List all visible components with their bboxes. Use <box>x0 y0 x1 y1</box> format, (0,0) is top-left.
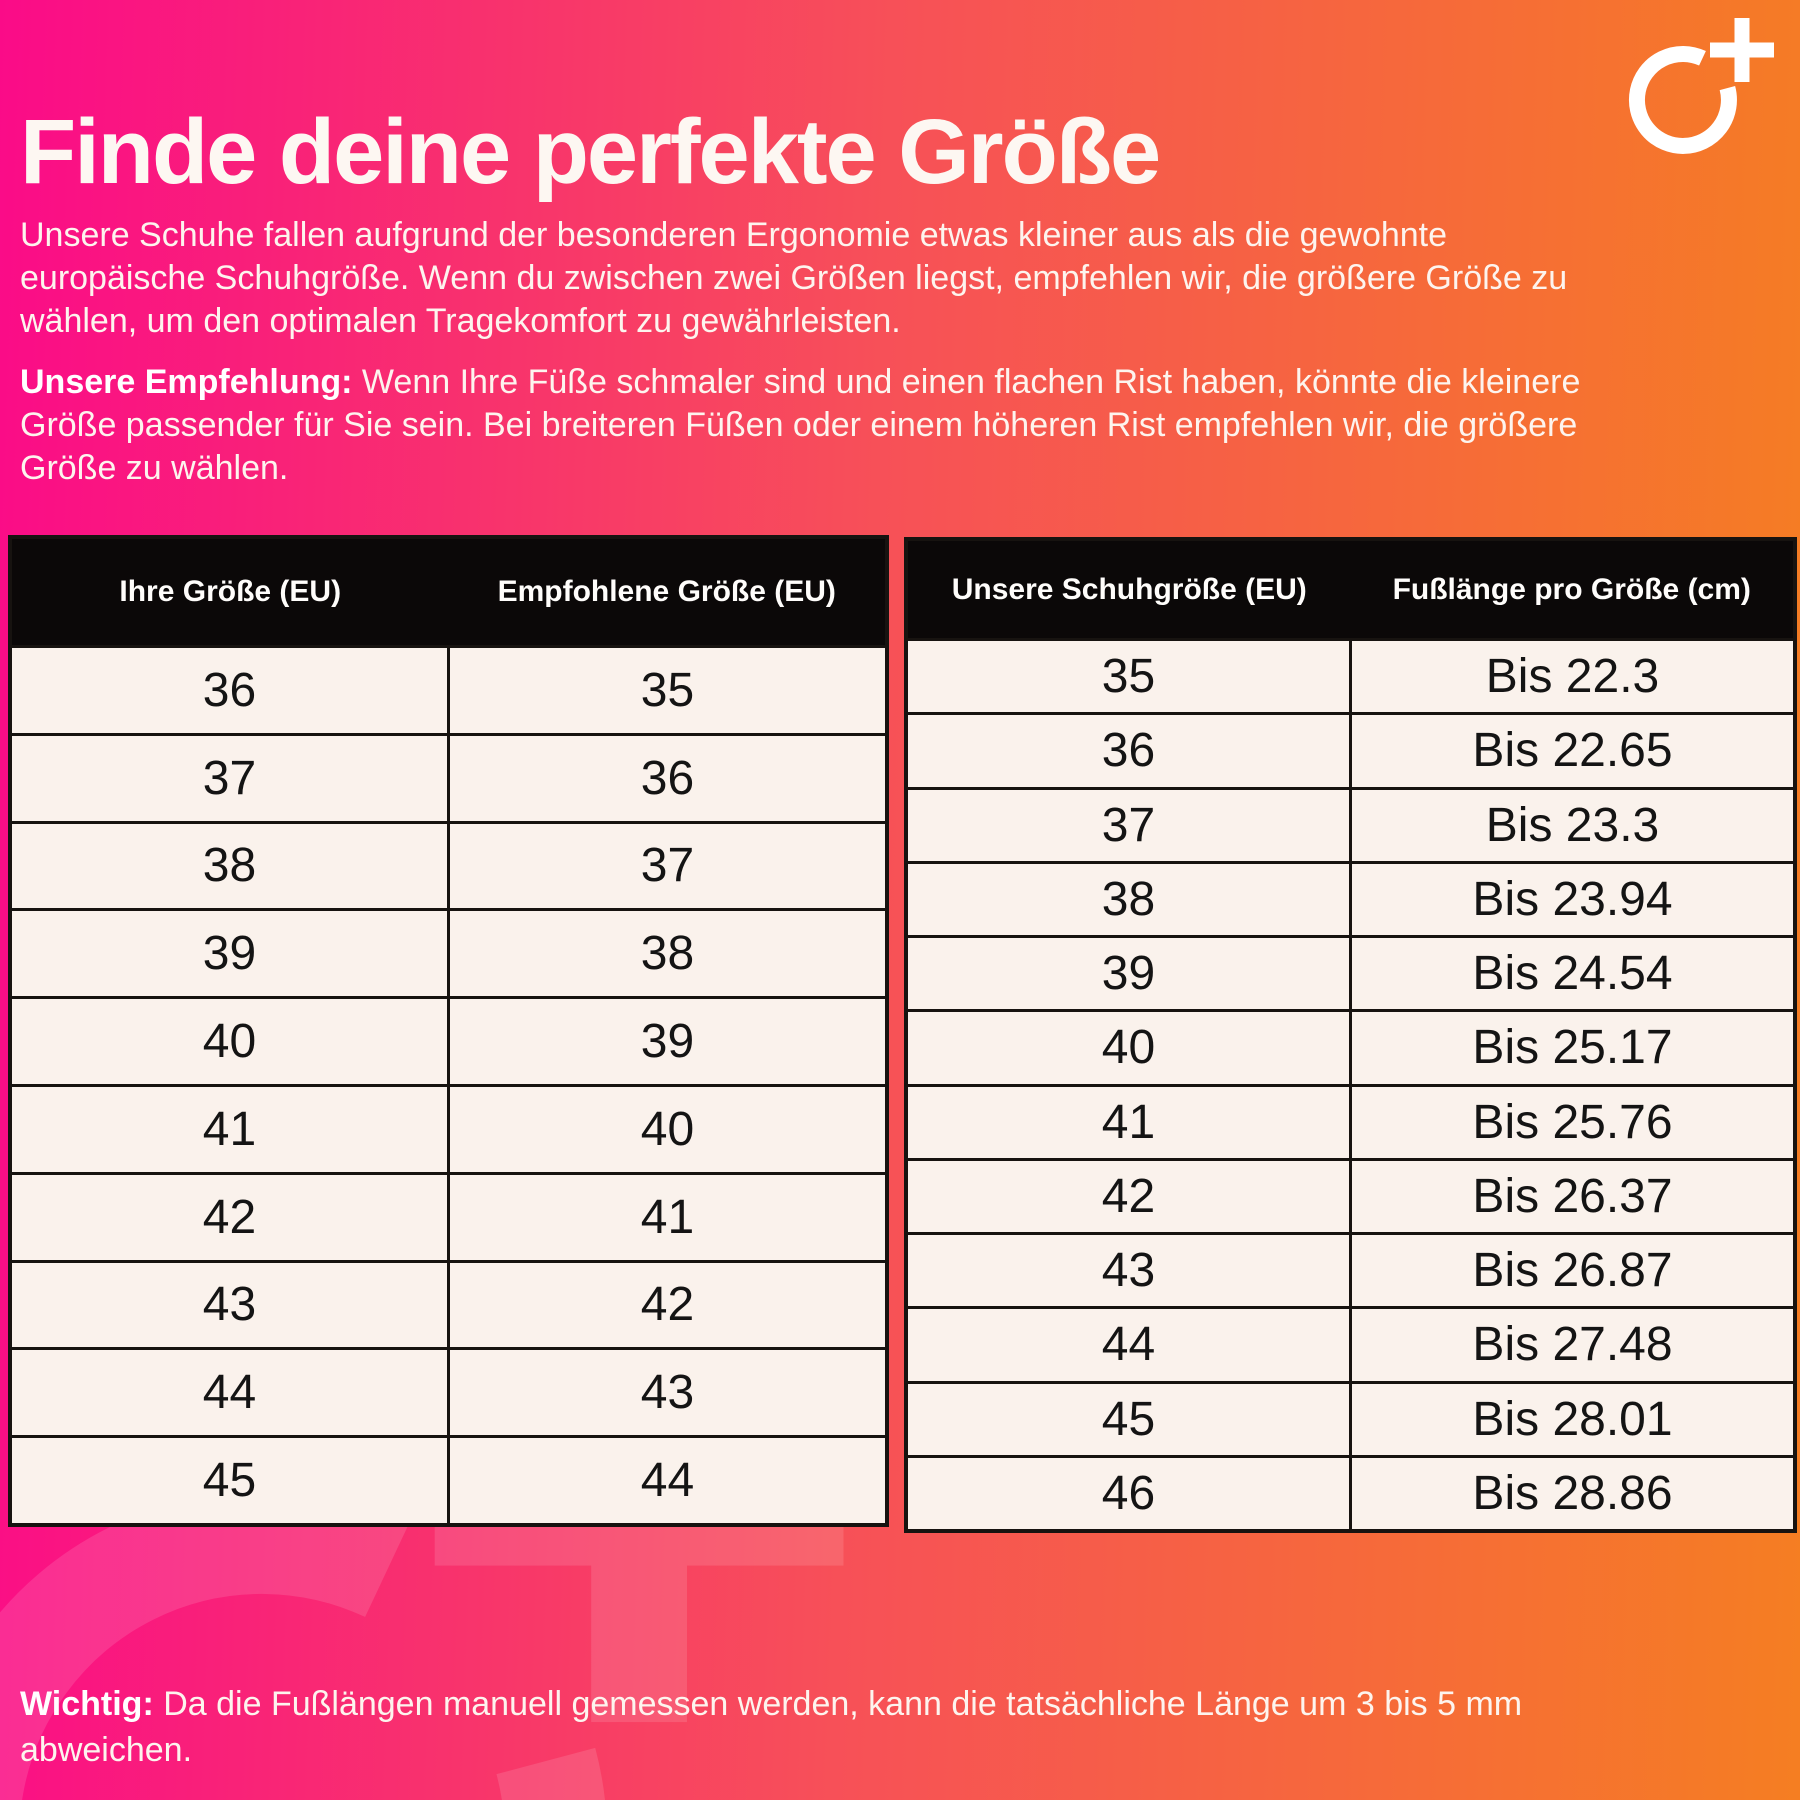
page-title: Finde deine perfekte Größe <box>20 100 1160 203</box>
table-header-cell-our-size: Unsere Schuhgröße (EU) <box>951 572 1307 606</box>
table-row <box>12 1260 885 1348</box>
table-cell: 41 <box>1101 1095 1156 1149</box>
table-row <box>12 1435 885 1523</box>
foot-length-table <box>904 537 1797 1533</box>
table-cell: 43 <box>447 1350 885 1435</box>
table-row <box>908 1232 1793 1306</box>
table-cell: Bis 26.87 <box>1349 1235 1793 1306</box>
table-cell: Bis 24.54 <box>1349 938 1793 1009</box>
recommendation-label: Unsere Empfehlung: <box>20 363 353 401</box>
table-cell: 42 <box>1101 1169 1156 1223</box>
table-cell: Bis 25.17 <box>1349 1012 1793 1083</box>
table-body <box>12 645 885 1523</box>
table-header-cell-recommended-size: Empfohlene Größe (EU) <box>497 575 836 608</box>
table-cell: Bis 28.01 <box>1349 1384 1793 1455</box>
table-row <box>908 861 1793 935</box>
table-cell: 44 <box>447 1438 885 1523</box>
table-cell: 43 <box>1101 1244 1156 1298</box>
table-cell: 45 <box>202 1454 257 1508</box>
table-cell: 41 <box>202 1102 257 1156</box>
table-cell: Bis 28.86 <box>1349 1458 1793 1529</box>
table-cell: 35 <box>1101 650 1156 704</box>
table-row <box>12 645 885 733</box>
table-header-row <box>908 541 1793 638</box>
table-row <box>908 712 1793 786</box>
table-cell: 37 <box>1101 798 1156 852</box>
table-row <box>12 821 885 909</box>
table-cell: Bis 27.48 <box>1349 1309 1793 1380</box>
table-cell: Bis 23.94 <box>1349 864 1793 935</box>
table-row <box>12 908 885 996</box>
table-header-cell-your-size: Ihre Größe (EU) <box>119 575 342 608</box>
table-row <box>12 733 885 821</box>
table-cell: 39 <box>1101 947 1156 1001</box>
table-cell: Bis 25.76 <box>1349 1087 1793 1158</box>
table-header-cell-foot-length: Fußlänge pro Größe (cm) <box>1392 572 1751 606</box>
table-cell: 39 <box>202 927 257 981</box>
table-cell: 44 <box>202 1366 257 1420</box>
table-cell: Bis 22.3 <box>1349 641 1793 712</box>
circle-plus-logo-icon <box>1600 12 1780 188</box>
table-cell: 42 <box>447 1263 885 1348</box>
intro-text: Unsere Schuhe fallen aufgrund der besonderen Ergonomie etwas kleiner aus als die gewohnte europäische Schuhgröße. Wenn du zwischen zwei Größen liegst, empfehlen wir, die größere Größe zu wählen, um den optimalen Tragekomfort zu gewährleisten. <box>20 216 1568 341</box>
table-cell: Bis 22.65 <box>1349 715 1793 786</box>
table-cell: 42 <box>202 1190 257 1244</box>
size-conversion-table <box>8 535 889 1527</box>
table-row <box>12 1347 885 1435</box>
table-cell: Bis 23.3 <box>1349 790 1793 861</box>
table-row <box>12 1084 885 1172</box>
table-cell: 37 <box>202 751 257 805</box>
table-cell: 38 <box>202 839 257 893</box>
recommendation-paragraph <box>20 361 1590 491</box>
table-cell: Bis 26.37 <box>1349 1161 1793 1232</box>
table-body <box>908 638 1793 1529</box>
table-row <box>908 787 1793 861</box>
table-cell: 40 <box>202 1015 257 1069</box>
table-cell: 36 <box>447 736 885 821</box>
table-cell: 38 <box>447 911 885 996</box>
table-row <box>12 996 885 1084</box>
table-row <box>908 1084 1793 1158</box>
table-cell: 36 <box>202 663 257 717</box>
note-label: Wichtig: <box>20 1685 154 1723</box>
note-paragraph <box>20 1682 1580 1774</box>
table-row <box>908 1158 1793 1232</box>
table-row <box>908 1455 1793 1529</box>
table-row <box>908 1306 1793 1380</box>
table-cell: 35 <box>447 648 885 733</box>
table-header-row <box>12 539 885 645</box>
table-cell: 38 <box>1101 872 1156 926</box>
table-cell: 43 <box>202 1278 257 1332</box>
recommendation-text: Wenn Ihre Füße schmaler sind und einen flachen Rist haben, könnte die kleinere Größe passender für Sie sein. Bei breiteren Füßen oder einem höheren Rist empfehlen wir, die größere Größe zu wählen. <box>20 363 1581 488</box>
table-cell: 40 <box>1101 1021 1156 1075</box>
table-cell: 44 <box>1101 1318 1156 1372</box>
table-row <box>908 1381 1793 1455</box>
table-cell: 46 <box>1101 1466 1156 1520</box>
note-text: Da die Fußlängen manuell gemessen werden, kann die tatsächliche Länge um 3 bis 5 mm abweichen. <box>20 1685 1523 1769</box>
table-row <box>908 638 1793 712</box>
table-cell: 36 <box>1101 724 1156 778</box>
table-cell: 40 <box>447 1087 885 1172</box>
table-cell: 39 <box>447 999 885 1084</box>
table-row <box>12 1172 885 1260</box>
table-row <box>908 1009 1793 1083</box>
intro-paragraph <box>20 214 1590 344</box>
table-cell: 37 <box>447 824 885 909</box>
table-cell: 45 <box>1101 1392 1156 1446</box>
table-row <box>908 935 1793 1009</box>
table-cell: 41 <box>447 1175 885 1260</box>
